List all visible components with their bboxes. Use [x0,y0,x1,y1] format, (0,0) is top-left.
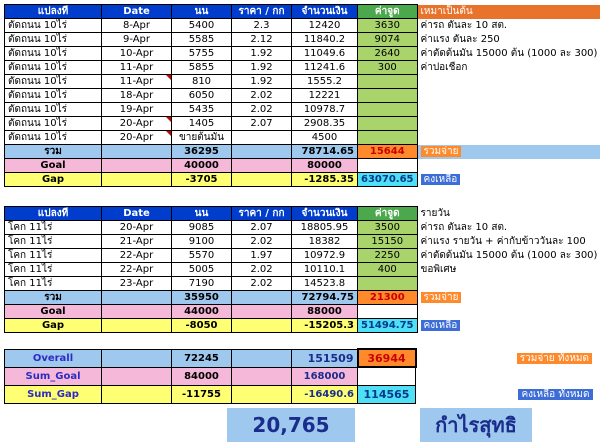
goal-cost-cell[interactable] [358,159,418,173]
goal-note-cell [417,305,601,319]
table-row [5,19,601,33]
header-row [5,207,601,221]
sum-price-cell[interactable] [232,291,292,305]
table-row [5,277,601,291]
cell-weight[interactable]: 5570 [172,249,232,263]
balance-tag: คงเหลือ [421,320,461,331]
net-profit-value[interactable]: 20,765 [227,408,355,442]
cell-date[interactable]: 22-Apr [102,263,172,277]
sum-label[interactable]: รวม [5,145,102,159]
gap-cost[interactable]: 51494.75 [358,319,418,333]
table-row [5,75,601,89]
cell-date[interactable]: 10-Apr [102,47,172,61]
header-row [5,5,601,19]
cell-date[interactable]: 11-Apr [102,75,172,89]
harvest-table-1 [4,4,601,187]
cell-weight[interactable]: 5435 [172,103,232,117]
col-header-date[interactable]: Date [102,5,172,19]
cell-plot[interactable]: ตัดถนน 10ไร่ [5,47,102,61]
sum-row [5,145,601,159]
cell-plot[interactable]: โคก 11ไร่ [5,221,102,235]
notes-header[interactable]: รายวัน [420,208,450,219]
cell-amount[interactable]: 12221 [292,89,358,103]
table-row [5,131,601,145]
sum-date-cell[interactable] [102,291,172,305]
sum-amount[interactable]: 78714.65 [292,145,358,159]
table-row [5,117,601,131]
gap-label[interactable]: Gap [5,173,102,187]
cell-weight[interactable]: 7190 [172,277,232,291]
cell-weight[interactable]: 5755 [172,47,232,61]
sum-weight[interactable]: 36295 [172,145,232,159]
sum-row [5,291,601,305]
col-header-cost[interactable]: ค่าจูด [358,207,418,221]
cell-note[interactable]: ค่ารถ ตันละ 10 สต. [420,20,508,31]
cell-price[interactable] [232,131,292,145]
cell-price[interactable]: 1.92 [232,75,292,89]
goal-row [5,305,601,319]
col-header-weight[interactable]: นน [172,5,232,19]
cell-cost[interactable] [358,89,418,103]
table-row [5,263,601,277]
sum-goal-amount[interactable]: 168000 [292,367,358,385]
cell-weight[interactable]: 6050 [172,89,232,103]
cell-cost[interactable]: 3630 [358,19,418,33]
cell-weight[interactable]: 1405 [172,117,232,131]
cell-amount[interactable]: 18805.95 [292,221,358,235]
sum-goal-row [5,367,596,385]
cell-note[interactable] [417,117,601,131]
cell-cost[interactable]: 9074 [358,33,418,47]
col-header-plot[interactable]: แปลงที่ [5,207,102,221]
cell-date[interactable]: 23-Apr [102,277,172,291]
cell-cost[interactable] [358,131,418,145]
overall-row [5,349,596,367]
cell-plot[interactable]: ตัดถนน 10ไร่ [5,103,102,117]
gap-tag-cell [417,319,601,333]
cell-plot[interactable]: โคก 11ไร่ [5,263,102,277]
total-paid-tag: รวมจ่าย [421,292,462,303]
col-header-price[interactable]: ราคา / กก [232,207,292,221]
gap-row [5,173,601,187]
gap-label[interactable]: Gap [5,319,102,333]
cell-date[interactable]: 22-Apr [102,249,172,263]
cell-plot[interactable]: ตัดถนน 10ไร่ [5,131,102,145]
cell-note[interactable]: ค่าแรง รายวัน + ค่ากับข้าววันละ 100 [420,236,586,247]
cell-note[interactable] [417,89,601,103]
gap-cost[interactable]: 63070.65 [358,173,418,187]
cell-date[interactable]: 11-Apr [102,61,172,75]
goal-cost-cell[interactable] [358,305,418,319]
cell-amount[interactable]: 14523.8 [292,277,358,291]
notes-header[interactable]: เหมาเป็นต้น [417,5,601,19]
overall-date-cell[interactable] [102,349,172,367]
cell-amount[interactable]: 11241.6 [292,61,358,75]
cell-note[interactable] [417,131,601,145]
goal-weight[interactable]: 44000 [172,305,232,319]
cell-amount[interactable]: 11840.2 [292,33,358,47]
col-header-date[interactable]: Date [102,207,172,221]
gap-date-cell[interactable] [102,173,172,187]
cell-amount[interactable]: 12420 [292,19,358,33]
overall-tag-cell [416,349,596,367]
col-header-weight[interactable]: นน [172,207,232,221]
cell-cost[interactable] [358,75,418,89]
cell-cost[interactable]: 300 [358,61,418,75]
sum-gap-amount[interactable]: -16490.6 [292,385,358,403]
cell-note[interactable] [417,103,601,117]
sum-gap-row [5,385,596,403]
cell-amount[interactable]: 2908.35 [292,117,358,131]
goal-price-cell[interactable] [232,159,292,173]
cell-amount[interactable]: 4500 [292,131,358,145]
overall-price-cell[interactable] [232,349,292,367]
table-row [5,33,601,47]
goal-amount[interactable]: 80000 [292,159,358,173]
cell-note[interactable]: ค่ารถ ตันละ 10 สต. [420,222,508,233]
cell-price[interactable]: 1.92 [232,47,292,61]
cell-weight[interactable]: 5005 [172,263,232,277]
cell-price[interactable]: 2.07 [232,117,292,131]
cell-price[interactable]: 1.97 [232,249,292,263]
cell-date[interactable]: 9-Apr [102,33,172,47]
cell-plot[interactable]: ตัดถนน 10ไร่ [5,61,102,75]
cell-weight[interactable]: ขายต้นมัน [172,131,232,145]
gap-row [5,319,601,333]
col-header-amount[interactable]: จำนวนเงิน [292,5,358,19]
cell-date[interactable]: 8-Apr [102,19,172,33]
cell-amount[interactable]: 10110.1 [292,263,358,277]
sum-cost[interactable]: 21300 [358,291,418,305]
col-header-cost[interactable]: ค่าจูด [358,5,418,19]
total-paid-tag: รวมจ่าย [421,146,462,157]
cell-cost[interactable]: 2640 [358,47,418,61]
goal-weight[interactable]: 40000 [172,159,232,173]
table-row [5,61,601,75]
cell-price[interactable]: 2.02 [232,103,292,117]
cell-date[interactable]: 20-Apr [102,131,172,145]
sum-gap-tag-cell [416,385,596,403]
goal-row [5,159,601,173]
cell-cost[interactable]: 400 [358,263,418,277]
sum-gap-weight[interactable]: -11755 [172,385,232,403]
goal-date-cell[interactable] [102,159,172,173]
sum-gap-cost[interactable]: 114565 [358,385,416,403]
cell-date[interactable]: 21-Apr [102,235,172,249]
gap-price-cell[interactable] [232,173,292,187]
cell-plot[interactable]: ตัดถนน 10ไร่ [5,19,102,33]
cell-price[interactable]: 2.02 [232,277,292,291]
cell-plot[interactable]: ตัดถนน 10ไร่ [5,117,102,131]
sum-tag-cell [417,145,601,159]
table-row [5,235,601,249]
gap-tag-cell [417,173,601,187]
cell-note[interactable]: ค่าแรง ตันละ 250 [420,34,500,45]
cell-date[interactable]: 19-Apr [102,103,172,117]
cell-date[interactable]: 20-Apr [102,117,172,131]
sum-gap-date-cell[interactable] [102,385,172,403]
cell-cost[interactable]: 15150 [358,235,418,249]
cell-plot[interactable]: โคก 11ไร่ [5,249,102,263]
cell-price[interactable]: 2.02 [232,235,292,249]
table-row [5,103,601,117]
gap-weight[interactable]: -3705 [172,173,232,187]
col-header-amount[interactable]: จำนวนเงิน [292,207,358,221]
cell-note[interactable] [417,75,601,89]
sum-gap-price-cell[interactable] [232,385,292,403]
sum-amount[interactable]: 72794.75 [292,291,358,305]
cell-cost[interactable] [358,277,418,291]
balance-tag: คงเหลือ [421,174,461,185]
harvest-table-2 [4,206,601,333]
cell-date[interactable]: 20-Apr [102,221,172,235]
sum-goal-price-cell[interactable] [232,367,292,385]
goal-date-cell[interactable] [102,305,172,319]
gap-weight[interactable]: -8050 [172,319,232,333]
sum-goal-date-cell[interactable] [102,367,172,385]
overall-amount[interactable]: 151509 [292,349,358,367]
cell-amount[interactable]: 10972.9 [292,249,358,263]
cell-plot[interactable]: โคก 11ไร่ [5,277,102,291]
cell-note[interactable]: ค่าตัดต้นมัน 15000 ต้น (1000 ละ 300) [420,48,598,59]
cell-cost[interactable]: 2250 [358,249,418,263]
cell-amount[interactable]: 11049.6 [292,47,358,61]
cell-weight[interactable]: 5585 [172,33,232,47]
balance-all-tag: คงเหลือ ทั้งหมด [518,389,592,400]
cell-plot[interactable]: โคก 11ไร่ [5,235,102,249]
table-row [5,249,601,263]
cell-amount[interactable]: 18382 [292,235,358,249]
overall-table [4,348,596,404]
cell-amount[interactable]: 10978.7 [292,103,358,117]
table-row [5,221,601,235]
cell-weight[interactable]: 9085 [172,221,232,235]
cell-plot[interactable]: ตัดถนน 10ไร่ [5,75,102,89]
overall-label[interactable]: Overall [5,349,102,367]
sum-goal-cost-cell[interactable] [358,367,416,385]
cell-cost[interactable]: 3500 [358,221,418,235]
sum-cost[interactable]: 15644 [358,145,418,159]
sum-gap-label[interactable]: Sum_Gap [5,385,102,403]
cell-weight[interactable]: 5400 [172,19,232,33]
table-row [5,47,601,61]
cell-price[interactable]: 2.02 [232,89,292,103]
cell-weight[interactable]: 9100 [172,235,232,249]
cell-price[interactable]: 1.92 [232,61,292,75]
goal-label[interactable]: Goal [5,305,102,319]
cell-price[interactable]: 2.12 [232,33,292,47]
sum-weight[interactable]: 35950 [172,291,232,305]
cell-cost[interactable] [358,117,418,131]
cell-date[interactable]: 18-Apr [102,89,172,103]
cell-note[interactable]: ค่าตัดต้นมัน 15000 ต้น (1000 ละ 300) [420,250,598,261]
cell-weight[interactable]: 5855 [172,61,232,75]
cell-amount[interactable]: 1555.2 [292,75,358,89]
cell-price[interactable]: 2.07 [232,221,292,235]
total-paid-all-tag: รวมจ่าย ทั้งหมด [517,353,592,364]
cell-price[interactable]: 2.02 [232,263,292,277]
gap-amount[interactable]: -1285.35 [292,173,358,187]
table-row [5,89,601,103]
sum-date-cell[interactable] [102,145,172,159]
cell-weight[interactable]: 810 [172,75,232,89]
sum-goal-weight[interactable]: 84000 [172,367,232,385]
overall-cost[interactable]: 36944 [358,349,416,367]
sum-tag-cell [417,291,601,305]
cell-plot[interactable]: ตัดถนน 10ไร่ [5,33,102,47]
cell-note[interactable]: ค่าปอเชือก [420,62,468,73]
cell-price[interactable]: 2.3 [232,19,292,33]
goal-label[interactable]: Goal [5,159,102,173]
gap-amount[interactable]: -15205.3 [292,319,358,333]
sum-goal-label[interactable]: Sum_Goal [5,367,102,385]
net-profit-label: กำไรสุทธิ [420,408,532,442]
sum-goal-note-cell [416,367,596,385]
cell-cost[interactable] [358,103,418,117]
col-header-price[interactable]: ราคา / กก [232,5,292,19]
col-header-plot[interactable]: แปลงที่ [5,5,102,19]
overall-weight[interactable]: 72245 [172,349,232,367]
gap-price-cell[interactable] [232,319,292,333]
goal-price-cell[interactable] [232,305,292,319]
goal-amount[interactable]: 88000 [292,305,358,319]
sum-price-cell[interactable] [232,145,292,159]
cell-plot[interactable]: ตัดถนน 10ไร่ [5,89,102,103]
gap-date-cell[interactable] [102,319,172,333]
sum-label[interactable]: รวม [5,291,102,305]
cell-note[interactable]: ขอพิเศษ [420,264,457,275]
cell-note[interactable] [417,277,601,291]
goal-note-cell [417,159,601,173]
